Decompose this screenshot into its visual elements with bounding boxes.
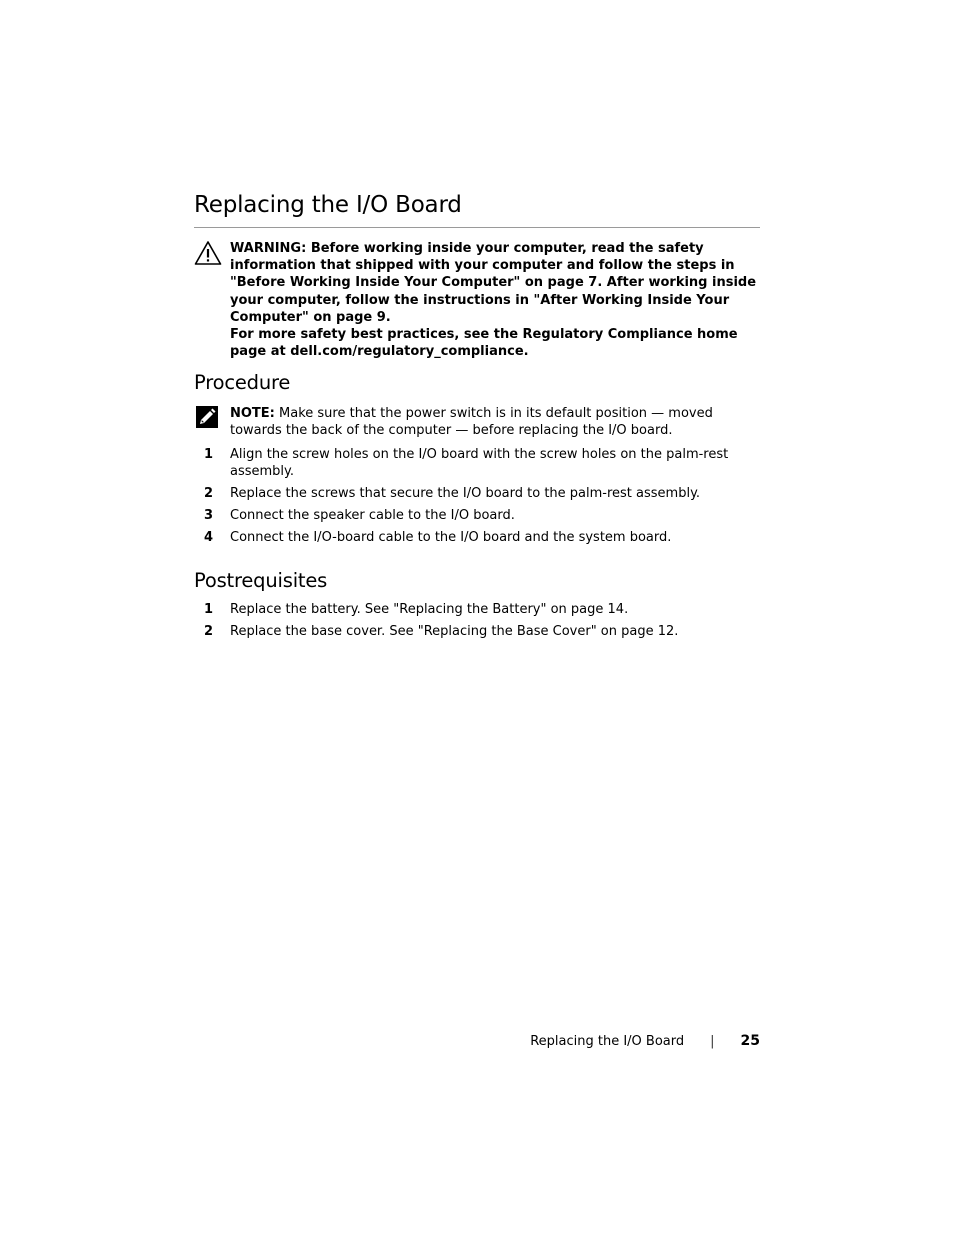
step-text: Replace the battery. See "Replacing the Battery" on page 14. <box>230 602 629 617</box>
note-pencil-icon <box>196 406 218 428</box>
warning-triangle-icon <box>194 240 222 266</box>
warning-line-2: For more safety best practices, see the Regulatory Compliance home page at dell.com/regulatory_compliance. <box>230 327 738 360</box>
step-number: 3 <box>203 508 213 523</box>
page-number: 25 <box>740 1033 760 1049</box>
step-text: Replace the base cover. See "Replacing the Base Cover" on page 12. <box>230 624 679 639</box>
note-box <box>194 405 760 439</box>
note-label: NOTE: <box>230 406 275 421</box>
warning-text <box>230 240 760 360</box>
note-body: Make sure that the power switch is in its default position — moved towards the back of the computer — before replacing the I/O board. <box>230 406 713 439</box>
postrequisites-steps <box>194 601 760 645</box>
footer-separator: | <box>710 1034 715 1049</box>
warning-box <box>194 240 760 360</box>
step-number: 4 <box>203 530 213 545</box>
warning-line-1: WARNING: Before working inside your computer, read the safety information that shipped with your computer and follow the steps in "Before Working Inside Your Computer" on page 7. After working inside your computer, follow the instructions in "After Working Inside Your Computer" on page 9. <box>230 241 757 325</box>
page-title: Replacing the I/O Board <box>194 188 760 228</box>
list-item <box>194 446 760 485</box>
step-text: Replace the screws that secure the I/O board to the palm-rest assembly. <box>230 486 701 501</box>
note-text <box>230 405 760 439</box>
step-text: Connect the I/O-board cable to the I/O board and the system board. <box>230 530 672 545</box>
postrequisites-heading: Postrequisites <box>194 569 328 592</box>
list-item <box>194 601 760 623</box>
page-footer <box>194 1031 760 1052</box>
procedure-heading: Procedure <box>194 371 291 394</box>
step-number: 1 <box>203 447 213 462</box>
step-text: Align the screw holes on the I/O board with the screw holes on the palm-rest assembly. <box>230 447 729 480</box>
footer-section-title: Replacing the I/O Board <box>530 1034 685 1049</box>
procedure-steps <box>194 446 760 551</box>
step-number: 1 <box>203 602 213 617</box>
list-item <box>194 485 760 507</box>
step-number: 2 <box>203 486 213 501</box>
list-item <box>194 529 760 551</box>
list-item <box>194 623 760 645</box>
step-text: Connect the speaker cable to the I/O board. <box>230 508 515 523</box>
list-item <box>194 507 760 529</box>
step-number: 2 <box>203 624 213 639</box>
